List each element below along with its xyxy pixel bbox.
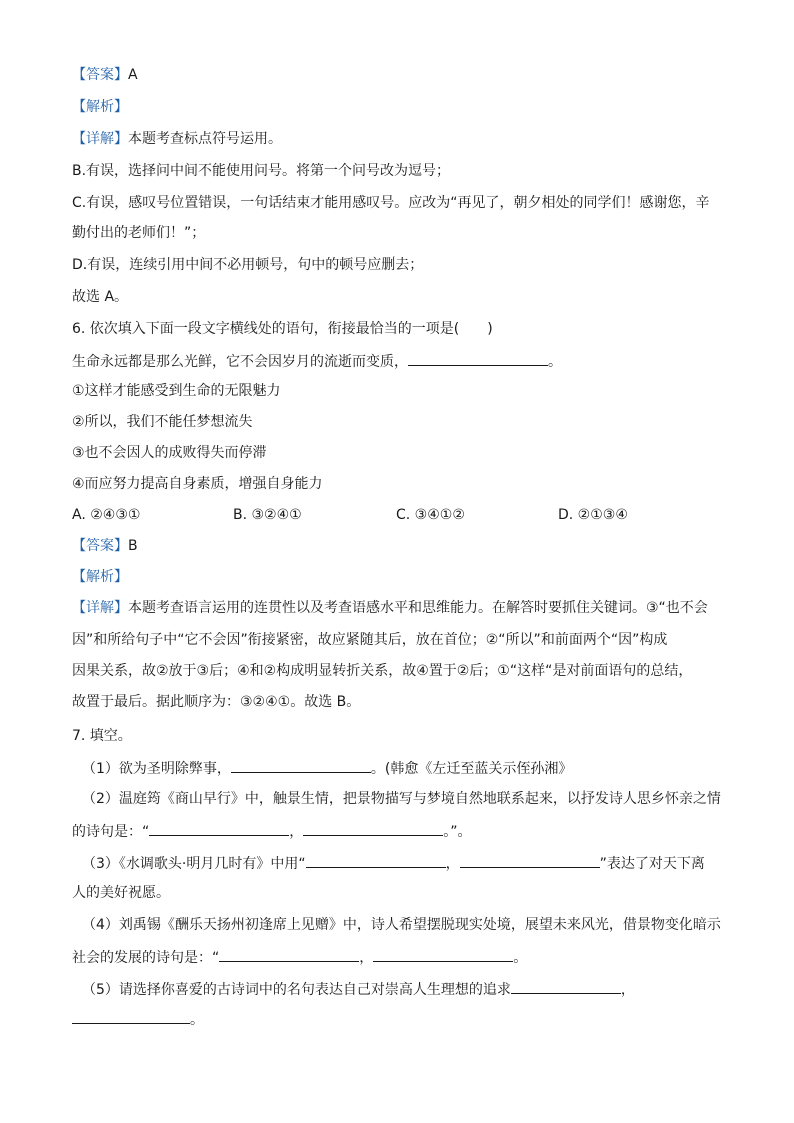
q7-item-3-line-1	[82, 853, 705, 873]
q6-analysis-tag	[72, 568, 128, 586]
q7-item5-post: 。	[190, 1012, 204, 1028]
q6-blank[interactable]	[408, 351, 548, 366]
q7-item3-pre: （3）《水调歌头·明月几时有》中用“	[82, 856, 306, 872]
q6-option-a[interactable]: A. ②④③①	[72, 507, 141, 523]
q6-item-3: ③也不会因人的成败得失而停滞	[72, 445, 267, 461]
q6-sentence	[72, 351, 562, 371]
analysis-tag: 【解析】	[72, 99, 128, 115]
detail-text: 本题考查标点符号运用。	[128, 131, 282, 147]
q6-item-4: ④而应努力提高自身素质，增强自身能力	[72, 476, 323, 492]
q6-item-2: ②所以，我们不能任梦想流失	[72, 414, 253, 430]
detail-tag: 【详解】	[72, 131, 128, 147]
analysis-tag: 【解析】	[72, 569, 128, 585]
q7-blank-3a[interactable]	[306, 853, 446, 868]
detail-text: 本题考查语言运用的连贯性以及考查语感水平和思维能力。在解答时要抓住关键词。③“也不会	[128, 600, 708, 616]
q7-item-5-line-2	[72, 1009, 204, 1029]
q7-stem: 7. 填空。	[72, 728, 132, 744]
q7-item3-post: ”表达了对天下离	[599, 856, 705, 872]
q7-item1-pre: （1）欲为圣明除弊事，	[82, 761, 231, 777]
q7-item-1	[82, 758, 572, 778]
q5-line-d: D.有误，连续引用中间不必用顿号，句中的顿号应删去；	[72, 257, 424, 273]
q7-blank-3b[interactable]	[460, 853, 600, 868]
q7-item5-pre: （5）请选择你喜爱的古诗词中的名句表达自己对崇高人生理想的追求	[82, 982, 511, 998]
q7-item-2-line-1: （2）温庭筠《商山早行》中，触景生情，把景物描写与梦境自然地联系起来，以抒发诗人思乡怀亲之情	[82, 791, 721, 807]
q7-item-3-line-2: 人的美好祝愿。	[72, 885, 170, 901]
q7-blank-2b[interactable]	[303, 821, 443, 836]
q7-item4-mid: ，	[359, 950, 374, 966]
q7-item-2-line-2	[72, 821, 472, 841]
q7-item2-pre: 的诗句是：“	[72, 824, 150, 840]
answer-tag: 【答案】	[72, 67, 128, 83]
answer-tag: 【答案】	[72, 538, 128, 554]
q7-item4-post: 。	[513, 950, 528, 966]
detail-tag: 【详解】	[72, 600, 128, 616]
q7-item5-mid: ，	[620, 982, 635, 998]
q5-line-b: B.有误，选择问中间不能使用问号。将第一个问号改为逗号；	[72, 163, 451, 179]
q5-analysis-tag	[72, 98, 128, 116]
q7-item1-post: 。(韩愈《左迁至蓝关示侄孙湘》	[370, 761, 573, 777]
q6-option-b[interactable]: B. ③②④①	[233, 507, 302, 523]
q6-detail-line-3: 因果关系，故②放于③后；④和②构成明显转折关系，故④置于②后；①“这样“是对前面语句的总结，	[72, 663, 693, 679]
q6-detail-line-2: 因”和所给句子中“它不会因”衔接紧密，故应紧随其后，放在首位；②“所以”和前面两个“因”构成	[72, 632, 668, 648]
q6-sentence-before: 生命永远都是那么光鲜，它不会因岁月的流逝而变质，	[72, 354, 408, 370]
q6-item-1: ①这样才能感受到生命的无限魅力	[72, 383, 281, 399]
q5-detail-line	[72, 130, 282, 148]
answer-value: A	[128, 67, 138, 83]
q7-item4-pre: 社会的发展的诗句是：“	[72, 950, 220, 966]
q6-detail-line-4: 故置于最后。据此顺序为：③②④①。故选 B。	[72, 694, 361, 710]
q6-stem: 6. 依次填入下面一段文字横线处的语句，衔接最恰当的一项是( )	[72, 321, 493, 337]
q7-item3-mid: ，	[445, 856, 460, 872]
q6-sentence-after: 。	[548, 354, 562, 370]
q6-option-c[interactable]: C. ③④①②	[396, 507, 465, 523]
q5-line-c1: C.有误，感叹号位置错误，一句话结束才能用感叹号。应改为“再见了，朝夕相处的同学们！感谢您，辛	[72, 195, 710, 211]
q7-blank-2a[interactable]	[149, 821, 289, 836]
q7-item2-post: 。”。	[443, 824, 472, 840]
q7-item-4-line-2	[72, 947, 527, 967]
q5-conclusion: 故选 A。	[72, 289, 129, 305]
q5-line-c2: 勤付出的老师们！”；	[72, 225, 206, 241]
q7-blank-4a[interactable]	[219, 947, 359, 962]
q5-answer-line	[72, 66, 138, 84]
q6-detail-line-1	[72, 599, 708, 617]
answer-value: B	[128, 538, 138, 554]
q6-answer-line	[72, 537, 138, 555]
q6-option-d[interactable]: D. ②①③④	[558, 507, 628, 523]
q7-blank-4b[interactable]	[373, 947, 513, 962]
q7-blank-1[interactable]	[231, 758, 371, 773]
q7-item-4-line-1: （4）刘禹锡《酬乐天扬州初逢席上见赠》中，诗人希望摆脱现实处境，展望未来风光，借景物变化暗示	[82, 917, 721, 933]
q7-blank-5b[interactable]	[72, 1009, 190, 1024]
q7-blank-5a[interactable]	[511, 979, 621, 994]
q7-item-5-line-1	[82, 979, 635, 999]
q7-item2-mid: ，	[289, 824, 304, 840]
